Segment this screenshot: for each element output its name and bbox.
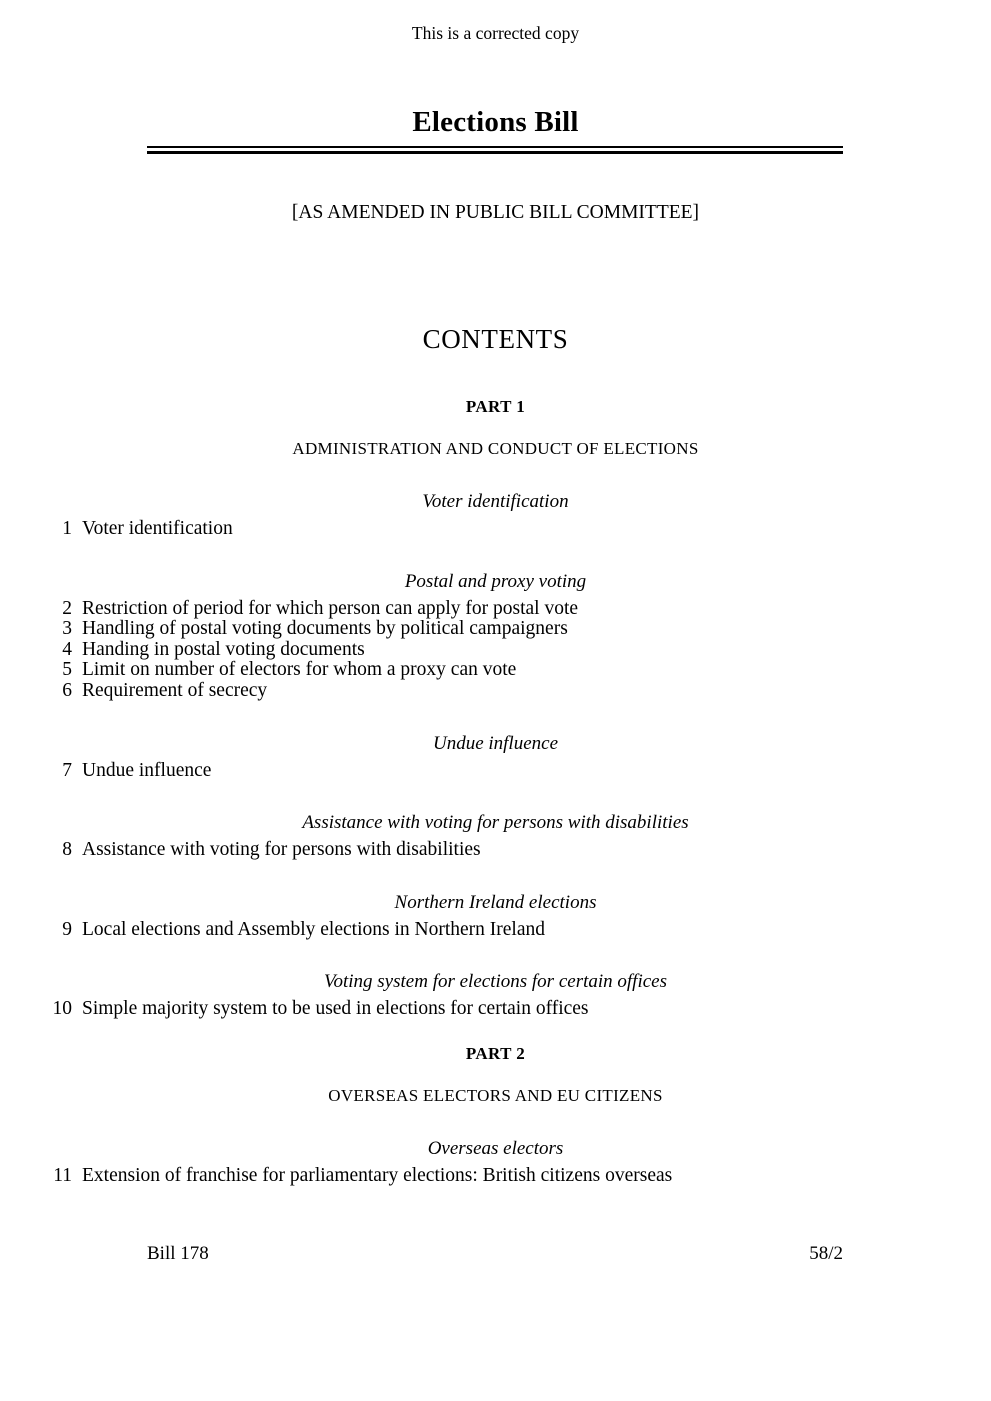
toc-entry-number: 10 bbox=[52, 998, 72, 1020]
toc-entry-10[interactable] bbox=[0, 999, 991, 1020]
spacer bbox=[0, 861, 991, 891]
toc-entry-4[interactable] bbox=[0, 640, 991, 661]
group-heading-voter-identification: Voter identification bbox=[422, 491, 569, 512]
part-label-2: PART 2 bbox=[465, 1043, 526, 1063]
toc-entry-5[interactable] bbox=[0, 660, 991, 681]
toc-entry-label: Extension of franchise for parliamentary elections: British citizens overseas bbox=[82, 1164, 673, 1186]
toc-entry-2[interactable] bbox=[0, 599, 991, 620]
page-footer bbox=[147, 1242, 843, 1266]
amendment-status-line: [AS AMENDED IN PUBLIC BILL COMMITTEE] bbox=[291, 202, 700, 223]
toc-entry-1[interactable] bbox=[0, 519, 991, 540]
contents-body bbox=[0, 396, 991, 1187]
toc-entry-8[interactable] bbox=[0, 840, 991, 861]
toc-entry-7[interactable] bbox=[0, 761, 991, 782]
footer-bill-number: Bill 178 bbox=[147, 1243, 209, 1264]
toc-entry-number: 7 bbox=[62, 759, 72, 781]
group-heading-northern-ireland-elections: Northern Ireland elections bbox=[394, 891, 597, 913]
spacer bbox=[0, 702, 991, 732]
page-title: Elections Bill bbox=[412, 106, 579, 138]
title-double-rule bbox=[147, 146, 843, 154]
title-rule-lower bbox=[147, 151, 843, 154]
toc-entry-9[interactable] bbox=[0, 920, 991, 941]
part-subject-2-prefix: OVERSEAS ELECTORS AND bbox=[328, 1085, 557, 1105]
contents-heading: CONTENTS bbox=[422, 324, 569, 354]
part-subject-1: ADMINISTRATION AND CONDUCT OF ELECTIONS bbox=[292, 439, 699, 458]
toc-entry-label: Requirement of secrecy bbox=[82, 679, 268, 701]
toc-entry-label: Handling of postal voting documents by political campaigners bbox=[82, 618, 568, 640]
toc-entry-label: Undue influence bbox=[82, 759, 212, 781]
toc-entry-number: 5 bbox=[62, 659, 72, 681]
toc-entry-11[interactable] bbox=[0, 1166, 991, 1187]
group-heading-voting-system-certain-offices: Voting system for elections for certain offices bbox=[323, 971, 667, 993]
toc-entry-3[interactable] bbox=[0, 619, 991, 640]
toc-entry-6[interactable] bbox=[0, 681, 991, 702]
part-subject-2 bbox=[0, 1085, 991, 1107]
toc-entry-number: 2 bbox=[62, 597, 72, 619]
spacer bbox=[0, 1107, 991, 1137]
toc-entry-label: Local elections and Assembly elections in Northern Ireland bbox=[82, 918, 545, 940]
part-subject-2-abbreviation: EU bbox=[556, 1085, 581, 1105]
toc-entry-label: Simple majority system to be used in elections for certain offices bbox=[82, 998, 589, 1020]
part-subject-2-suffix: CITIZENS bbox=[580, 1085, 663, 1105]
spacer bbox=[0, 781, 991, 811]
toc-entry-label: Restriction of period for which person can apply for postal vote bbox=[82, 597, 579, 619]
toc-entry-label: Voter identification bbox=[82, 518, 233, 539]
footer-page-reference: 58/2 bbox=[809, 1243, 843, 1264]
part-block-2 bbox=[0, 1020, 991, 1187]
group-heading-undue-influence: Undue influence bbox=[432, 732, 559, 754]
corrected-copy-note: This is a corrected copy bbox=[411, 23, 580, 43]
toc-entry-number: 8 bbox=[62, 839, 72, 861]
spacer bbox=[0, 540, 991, 570]
part-block-1 bbox=[0, 396, 991, 1020]
spacer bbox=[0, 940, 991, 970]
toc-entry-label: Assistance with voting for persons with disabilities bbox=[82, 839, 481, 861]
spacer bbox=[0, 418, 991, 438]
toc-entry-label: Limit on number of electors for whom a proxy can vote bbox=[82, 659, 517, 681]
toc-entry-number: 4 bbox=[62, 638, 72, 660]
toc-entry-number: 3 bbox=[62, 618, 72, 640]
group-heading-assistance-with-voting: Assistance with voting for persons with disabilities bbox=[302, 812, 689, 834]
spacer bbox=[0, 460, 991, 490]
toc-entry-number: 6 bbox=[62, 679, 72, 701]
toc-entry-number: 11 bbox=[53, 1164, 72, 1186]
toc-entry-number: 1 bbox=[62, 518, 72, 539]
toc-entry-number: 9 bbox=[62, 918, 72, 940]
spacer bbox=[0, 1065, 991, 1085]
toc-entry-label: Handing in postal voting documents bbox=[82, 638, 365, 660]
group-heading-postal-and-proxy-voting: Postal and proxy voting bbox=[404, 570, 587, 592]
group-heading-overseas-electors: Overseas electors bbox=[427, 1137, 564, 1159]
spacer bbox=[0, 1020, 991, 1043]
part-label-1: PART 1 bbox=[465, 397, 526, 416]
